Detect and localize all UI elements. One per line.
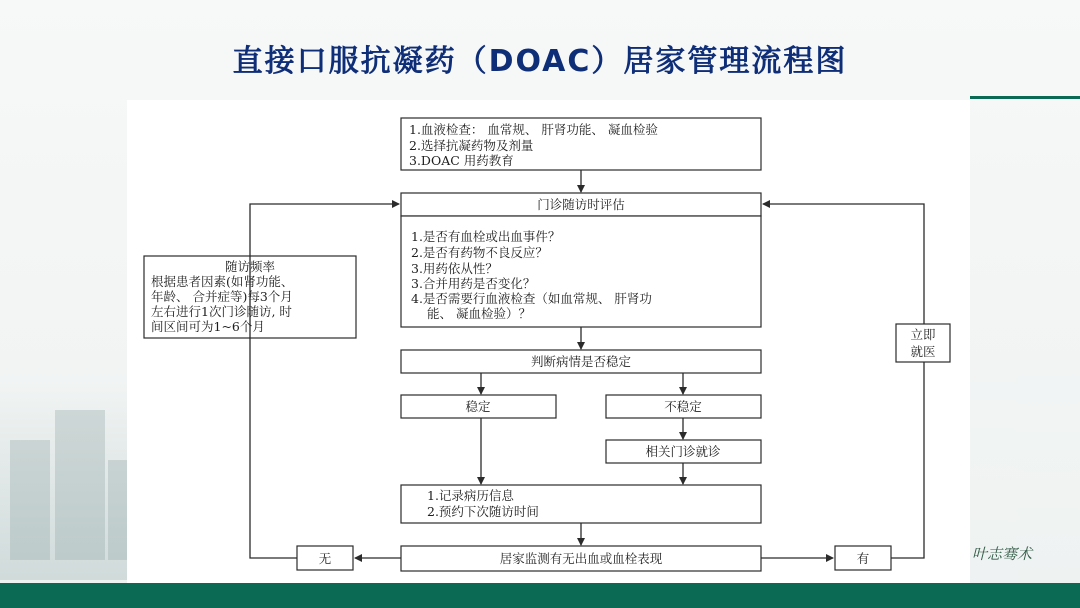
clinic-header-box (401, 193, 761, 216)
unstable-box (606, 395, 761, 418)
record-line-1: 1.记录病历信息 (427, 488, 514, 503)
judge-label: 判断病情是否稳定 (530, 354, 632, 369)
clinic-item: 3.用药依从性？ (411, 261, 498, 276)
immediate-box (896, 324, 950, 362)
loop-yes-to-immediate (891, 361, 924, 558)
clinic-item: 能、 凝血检验）？ (427, 306, 531, 321)
clinic-item: 2.是否有药物不良反应？ (411, 245, 548, 260)
frequency-line: 左右进行1次门诊随访, 时 (151, 304, 292, 319)
frequency-line: 年龄、 合并症等)每3个月 (151, 289, 293, 304)
frequency-title: 随访频率 (224, 259, 276, 274)
clinic-item: 3.合并用药是否变化？ (411, 276, 536, 291)
start-line-2: 2.选择抗凝药物及剂量 (409, 138, 534, 153)
loop-immediate-to-clinic (763, 204, 924, 324)
frequency-line: 根据患者因素(如肾功能、 (151, 274, 294, 289)
frequency-line: 间区间可为1~6个月 (151, 319, 265, 334)
footer-bar (0, 583, 1080, 608)
stable-label: 稳定 (465, 399, 491, 414)
yes-box (835, 546, 891, 570)
slide-title: 直接口服抗凝药（DOAC）居家管理流程图 (232, 44, 848, 79)
related-clinic-label: 相关门诊就诊 (645, 444, 721, 459)
immediate-line-2: 就医 (910, 344, 936, 359)
yes-label: 有 (856, 551, 870, 566)
start-box (401, 118, 761, 170)
record-box (401, 485, 761, 523)
building-watermark (0, 380, 127, 580)
home-monitor-box (401, 546, 761, 571)
flowchart (127, 100, 970, 583)
related-clinic-box (606, 440, 761, 463)
start-line-3: 3.DOAC 用药教育 (409, 153, 514, 168)
record-line-2: 2.预约下次随访时间 (427, 504, 539, 519)
stable-box (401, 395, 556, 418)
home-monitor-label: 居家监测有无出血或血栓表现 (499, 551, 663, 566)
immediate-line-1: 立即 (910, 327, 936, 342)
clinic-item: 4.是否需要行血液检查（如血常规、 肝肾功 (411, 291, 652, 306)
clinic-items-box (401, 216, 761, 327)
no-box (297, 546, 353, 570)
clinic-item: 1.是否有血栓或出血事件？ (411, 229, 561, 244)
judge-box (401, 350, 761, 373)
clinic-header: 门诊随访时评估 (537, 197, 625, 212)
header-accent-line (970, 96, 1080, 99)
author-signature: 叶志骞术 (972, 545, 1033, 563)
unstable-label: 不稳定 (664, 399, 702, 414)
start-line-1: 1.血液检查： 血常规、 肝肾功能、 凝血检验 (409, 122, 658, 137)
no-label: 无 (318, 551, 332, 566)
